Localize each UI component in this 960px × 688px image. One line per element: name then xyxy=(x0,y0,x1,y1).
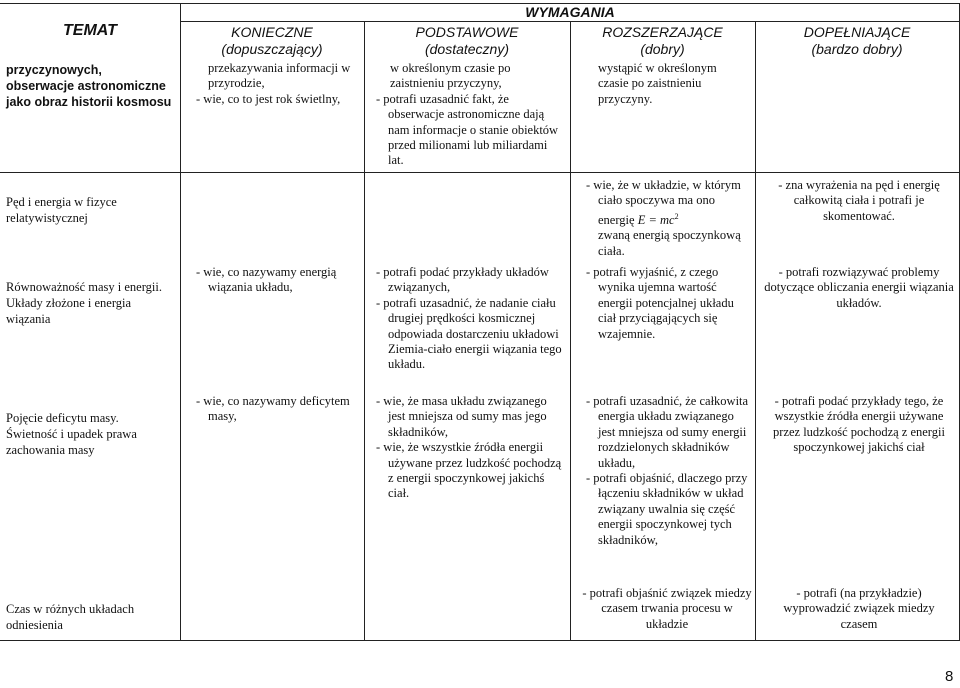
row-0-konieczne xyxy=(196,61,358,107)
temat-header: TEMAT xyxy=(63,22,117,39)
col-divider-1 xyxy=(180,3,181,640)
list-item: - potrafi uzasadnić fakt, że obserwacje astronomiczne dają nam informacje o stanie obiektów przed milionami lub miliardami lat. xyxy=(376,91,559,168)
list-item: - potrafi objaśnić, dlaczego przy łączeniu składników w układ związany uwalnia się część energii spoczynkowej tych składników, xyxy=(586,471,748,547)
row-0-topic: przyczynowych, obserwacje astronomiczne jako obraz historii kosmosu xyxy=(6,63,172,109)
page-number: 8 xyxy=(945,668,954,685)
row-3-rozszerzajace xyxy=(586,394,751,548)
list-item: - potrafi podać przykłady układów związanych, xyxy=(376,265,549,295)
list-item: wystąpić w określonym czasie po zaistnieniu przyczyny. xyxy=(598,61,717,106)
row-3-podstawowe xyxy=(376,394,566,502)
row-0-podstawowe xyxy=(376,61,566,169)
row-1-topic: Pęd i energia w fizyce relatywistycznej xyxy=(6,195,117,225)
list-item: - potrafi uzasadnić, że nadanie ciału drugiej prędkości kosmicznej odpowiada dostarczeniu układowi Ziemia-ciało energii wiązania tego układu. xyxy=(376,295,562,372)
row-2-rozszerzajace xyxy=(586,265,751,342)
col-header-podstawowe xyxy=(364,24,570,58)
col-subtitle: (dostateczny) xyxy=(424,41,510,57)
col-title: KONIECZNE xyxy=(231,24,313,40)
list-item: - wie, że masa układu związanego jest mniejsza od sumy mas jego składników, xyxy=(376,394,547,439)
col-header-konieczne xyxy=(180,24,364,58)
list-item: - wie, co nazywamy energią wiązania układu, xyxy=(196,265,337,295)
row-1-dopelniajace xyxy=(764,178,954,224)
energy-formula: E = mc xyxy=(637,212,675,227)
list-item: - potrafi objaśnić związek miedzy czasem trwania procesu w układzie xyxy=(582,586,752,631)
list-item: w określonym czasie po zaistnieniu przyczyny, xyxy=(390,61,511,91)
energy-text-cont: zwaną energią spoczynkową ciała. xyxy=(598,228,741,258)
col-title: DOPEŁNIAJĄCE xyxy=(803,24,911,40)
formula-exponent: 2 xyxy=(674,211,679,221)
row-3-konieczne xyxy=(196,394,358,425)
col-subtitle: (dopuszczający) xyxy=(221,41,323,57)
col-header-rozszerzajace xyxy=(570,24,755,58)
wymagania-header: WYMAGANIA xyxy=(525,4,615,20)
col-subtitle: (bardzo dobry) xyxy=(811,41,903,57)
row-2-topic: Równoważność masy i energii. Układy złożone i energia wiązania xyxy=(6,280,162,326)
list-item: - potrafi rozwiązywać problemy dotyczące obliczania energii wiązania układów. xyxy=(764,265,954,310)
row-4-rozszerzajace xyxy=(582,586,752,632)
col-divider-3 xyxy=(570,21,571,640)
row-0-rozszerzajace xyxy=(586,61,746,107)
col-divider-4 xyxy=(755,21,756,640)
list-item: - potrafi podać przykłady tego, że wszystkie źródła energii używane przez ludzkość pochodzą z energii spoczynkowej jakichś ciał xyxy=(773,394,945,455)
list-item xyxy=(586,178,751,259)
header-bottom-border xyxy=(0,172,960,173)
list-item: - wie, co nazywamy deficytem masy, xyxy=(196,394,350,424)
row-2-konieczne xyxy=(196,265,358,296)
list-item: przekazywania informacji w przyrodzie, xyxy=(208,61,351,91)
row-4-topic: Czas w różnych układach odniesienia xyxy=(6,602,135,632)
list-item: - wie, że wszystkie źródła energii używane przez ludzkość pochodzą z energii spoczynkowej jakichś ciał. xyxy=(376,440,562,501)
list-item: - zna wyrażenia na pęd i energię całkowitą ciała i potrafi je skomentować. xyxy=(778,178,940,223)
energy-text: - wie, że w układzie, w którym ciało spoczywa ma ono energię xyxy=(586,178,741,227)
col-title: PODSTAWOWE xyxy=(415,24,519,40)
list-item: - wie, co to jest rok świetlny, xyxy=(196,91,341,106)
list-item: - potrafi (na przykładzie) wyprowadzić związek miedzy czasem xyxy=(783,586,935,631)
col-header-dopelniajace xyxy=(755,24,959,58)
row-1-rozszerzajace xyxy=(586,178,751,259)
list-item: - potrafi uzasadnić, że całkowita energia układu związanego jest mniejsza od sumy energii rozdzielonych składników układu, xyxy=(586,394,749,470)
col-title: ROZSZERZAJĄCE xyxy=(602,24,723,40)
row-2-dopelniajace xyxy=(764,265,954,311)
col-subtitle: (dobry) xyxy=(640,41,685,57)
row-3-dopelniajace xyxy=(764,394,954,456)
row-3-topic: Pojęcie deficytu masy. Świetność i upadek prawa zachowania masy xyxy=(6,411,137,457)
row-2-podstawowe xyxy=(376,265,566,373)
table-bottom-border xyxy=(0,640,960,641)
col-divider-2 xyxy=(364,21,365,640)
row-4-dopelniajace xyxy=(764,586,954,632)
list-item: - potrafi wyjaśnić, z czego wynika ujemna wartość energii potencjalnej układu ciał przyciągających się wzajemnie. xyxy=(586,265,734,341)
